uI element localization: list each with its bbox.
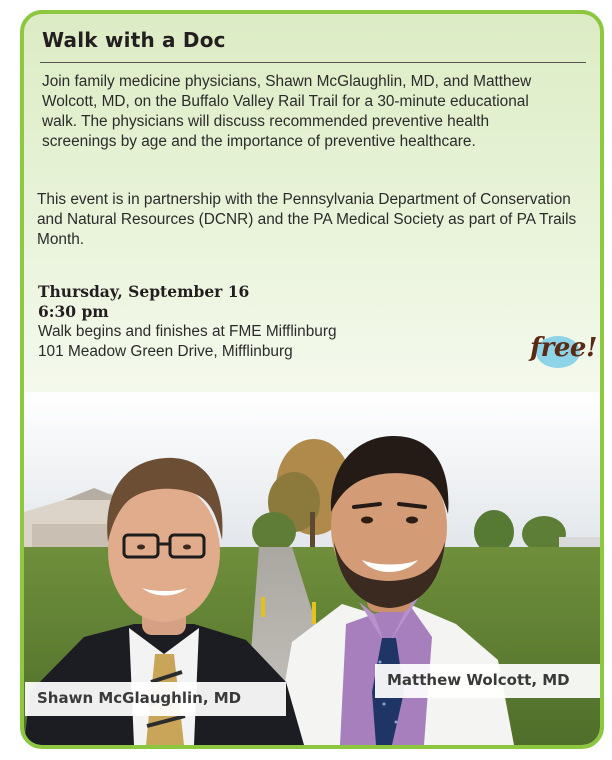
- partnership-note: This event is in partnership with the Pennsylvania Department of Conservation and Natural Resources (DCNR) and the PA Medical Society as part of PA Trails Month.: [37, 191, 577, 248]
- event-title: Walk with a Doc: [42, 28, 226, 52]
- title-divider: [40, 62, 586, 63]
- event-card: [20, 10, 604, 749]
- event-details: [38, 282, 337, 362]
- caption-matthew-wolcott: Matthew Wolcott, MD: [375, 664, 604, 698]
- free-badge: [526, 330, 597, 374]
- event-description: Join family medicine physicians, Shawn McGlaughlin, MD, and Matthew Wolcott, MD, on the Buffalo Valley Rail Trail for a 30-minute educational walk. The physicians will discuss recommended preventive health screenings by age and the importance of preventive healthcare.: [42, 73, 532, 150]
- event-date: Thursday, September 16: [38, 282, 250, 301]
- event-address: 101 Meadow Green Drive, Mifflinburg: [38, 343, 293, 360]
- event-location: Walk begins and finishes at FME Mifflinburg: [38, 323, 337, 340]
- free-badge-text: free!: [530, 333, 597, 363]
- event-time: 6:30 pm: [38, 302, 109, 321]
- caption-shawn-mcglaughlin: Shawn McGlaughlin, MD: [25, 682, 286, 716]
